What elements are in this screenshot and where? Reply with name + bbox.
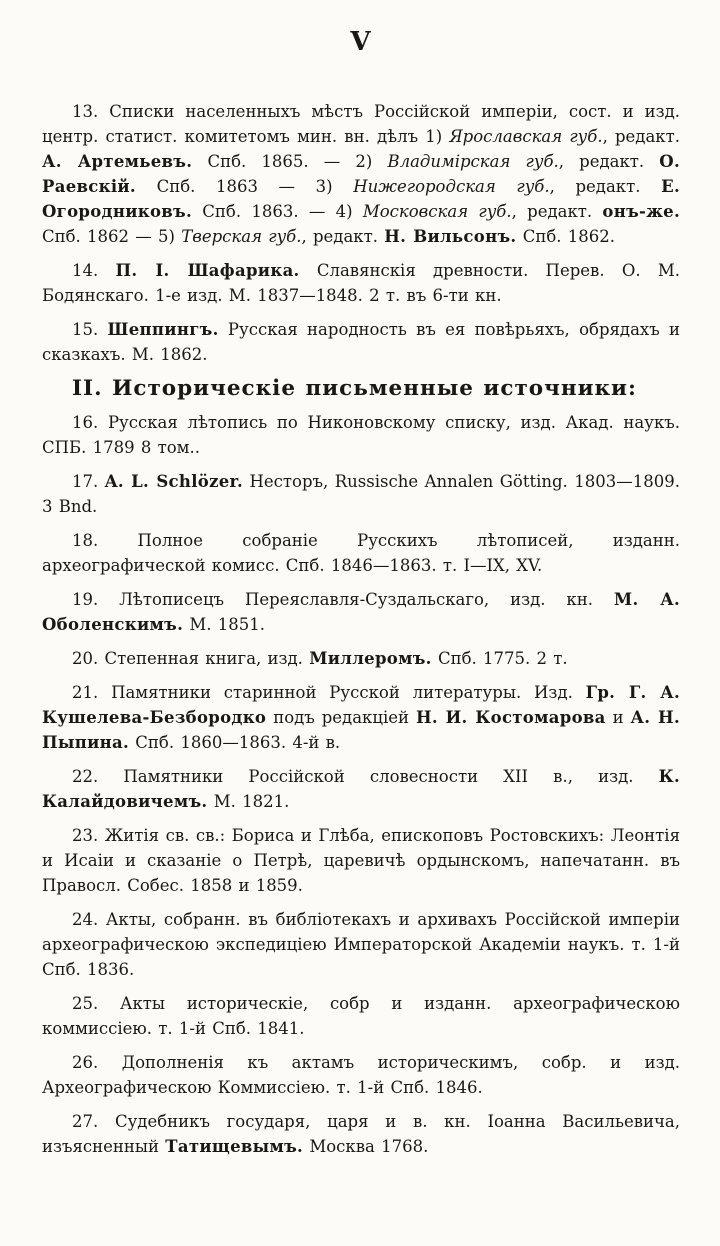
bibliography-entry xyxy=(42,410,687,460)
bibliography-entry xyxy=(42,317,687,367)
entry-segment-normal: 24. Акты, собранн. въ библіотекахъ и архивахъ Россійской имперіи археографическою экспедиціею Императорской Академіи наукъ. т. 1-й Спб. 1836. xyxy=(42,910,687,979)
entry-segment-bold: О. Раевскій. xyxy=(42,152,688,196)
entry-segment-normal: Спб. 1863 — 3) xyxy=(135,177,354,196)
entry-segment-bold: Шеппингъ. xyxy=(107,320,219,339)
entry-segment-normal: Спб. 1775. 2 т. xyxy=(431,649,568,668)
entry-segment-normal: 17. xyxy=(72,472,105,491)
entry-segment-normal: и xyxy=(605,708,631,727)
entry-segment-bold: Гр. Г. А. Кушелева-Безбородко xyxy=(42,683,688,727)
entry-segment-normal: Русская народность въ ея повѣрьяхъ, обрядахъ и сказкахъ. М. 1862. xyxy=(42,320,687,364)
bibliography-entry xyxy=(42,823,687,898)
entry-segment-normal: 21. Памятники старинной Русской литературы. Изд. xyxy=(72,683,586,702)
entry-segment-normal: 22. Памятники Россійской словесности XII в., изд. xyxy=(72,767,659,786)
bibliography-entry xyxy=(42,1109,687,1159)
entry-segment-italic: Владимірская губ. xyxy=(387,152,559,171)
entry-segment-bold: Н. Вильсонъ. xyxy=(384,227,517,246)
section-heading: II. Историческіе письменные источники: xyxy=(72,376,637,401)
entry-segment-normal: 27. Судебникъ государя, царя и в. кн. Іоанна Васильевича, изъясненный xyxy=(42,1112,687,1156)
entry-segment-bold: A. L. Schlözer. xyxy=(104,472,244,491)
bibliography-entry xyxy=(42,991,687,1041)
entry-segment-normal: , редакт. xyxy=(511,202,603,221)
bibliography-entry xyxy=(42,907,687,982)
entry-segment-normal: Спб. 1862. xyxy=(516,227,615,246)
entry-segment-normal: , редакт. xyxy=(602,127,687,146)
page-number: V xyxy=(350,27,372,57)
entry-segment-normal: 13. Списки населенныхъ мѣстъ Россійской имперіи, сост. и изд. центр. статист. комитетомъ мин. вн. дѣлъ 1) xyxy=(42,102,687,146)
entry-segment-italic: Московская губ. xyxy=(362,202,512,221)
entry-segment-normal: , редакт. xyxy=(549,177,662,196)
entry-segment-bold: Н. И. Костомарова xyxy=(415,708,606,727)
entry-segment-normal: Спб. 1865. — 2) xyxy=(192,152,388,171)
entry-segment-normal: 14. xyxy=(72,261,116,280)
entry-segment-normal: 16. Русская лѣтопись по Никоновскому списку, изд. Акад. наукъ. СПБ. 1789 8 том.. xyxy=(42,413,687,457)
entry-segment-bold: П. І. Шафарика. xyxy=(115,261,300,280)
entry-segment-normal: , редакт. xyxy=(558,152,660,171)
entry-segment-italic: Тверская губ. xyxy=(181,227,302,246)
entry-segment-normal: Несторъ, Russische Annalen Götting. 1803—1809. 3 Bnd. xyxy=(42,472,687,516)
entry-segment-italic: Ярославская губ. xyxy=(449,127,603,146)
entry-segment-bold: Е. Огородниковъ. xyxy=(42,177,688,221)
entry-segment-normal: 15. xyxy=(72,320,108,339)
entry-segment-italic: Нижегородская губ. xyxy=(353,177,550,196)
entry-segment-normal: , редакт. xyxy=(301,227,385,246)
entry-segment-normal: Спб. 1862 — 5) xyxy=(42,202,687,246)
entry-segment-bold: М. А. Оболенскимъ. xyxy=(42,590,688,634)
bibliography-entries-bottom xyxy=(42,410,688,1159)
entry-segment-normal: 20. Степенная книга, изд. xyxy=(72,649,310,668)
entry-segment-bold: онъ-же. xyxy=(602,202,680,221)
bibliography-entry xyxy=(42,680,688,755)
bibliography-entry xyxy=(42,469,687,519)
entry-segment-normal: Москва 1768. xyxy=(303,1137,429,1156)
entry-segment-normal: 19. Лѣтописецъ Переяславля-Суздальскаго, изд. кн. xyxy=(72,590,614,609)
entry-segment-normal: 25. Акты историческіе, собр и изданн. археографическою коммиссіею. т. 1-й Спб. 1841. xyxy=(42,994,687,1038)
entry-segment-bold: А. Н. Пыпина. xyxy=(42,708,688,752)
bibliography-entry xyxy=(42,99,688,249)
bibliography-entry xyxy=(42,258,687,308)
entry-segment-normal: подъ редакціей xyxy=(266,708,416,727)
bibliography-entry xyxy=(42,1050,687,1100)
bibliography-entries-top xyxy=(42,99,688,367)
entry-segment-bold: Татищевымъ. xyxy=(165,1137,304,1156)
entry-segment-normal: Спб. 1860—1863. 4-й в. xyxy=(129,733,341,752)
entry-segment-normal: 26. Дополненія къ актамъ историческимъ, собр. и изд. Археографическою Коммиссіею. т. 1-й Спб. 1846. xyxy=(42,1053,687,1097)
entry-segment-normal: 23. Житія св. св.: Бориса и Глѣба, епископовъ Ростовскихъ: Леонтія и Исаіи и сказаніе о Петрѣ, царевичѣ ордынскомъ, напечатанн. въ Правосл. Собес. 1858 и 1859. xyxy=(42,826,687,895)
entry-segment-normal: 18. Полное собраніе Русскихъ лѣтописей, изданн. археографической комисс. Спб. 1846—1863. т. I—IX, XV. xyxy=(42,531,687,575)
entry-segment-bold: А. Артемьевъ. xyxy=(42,152,193,171)
bibliography-entry xyxy=(42,587,688,637)
bibliography-entry xyxy=(42,646,680,671)
entry-segment-normal: Спб. 1863. — 4) xyxy=(192,202,363,221)
entry-segment-bold: К. Калайдовичемъ. xyxy=(42,767,688,811)
entry-segment-normal: Славянскія древности. Перев. О. М. Бодянскаго. 1-е изд. М. 1837—1848. 2 т. въ 6-ти кн. xyxy=(42,261,687,305)
bibliography-entry xyxy=(42,528,687,578)
bibliography-entry xyxy=(42,764,688,814)
entry-segment-bold: Миллеромъ. xyxy=(309,649,432,668)
entry-segment-normal: М. 1851. xyxy=(183,615,266,634)
entry-segment-normal: М. 1821. xyxy=(207,792,290,811)
